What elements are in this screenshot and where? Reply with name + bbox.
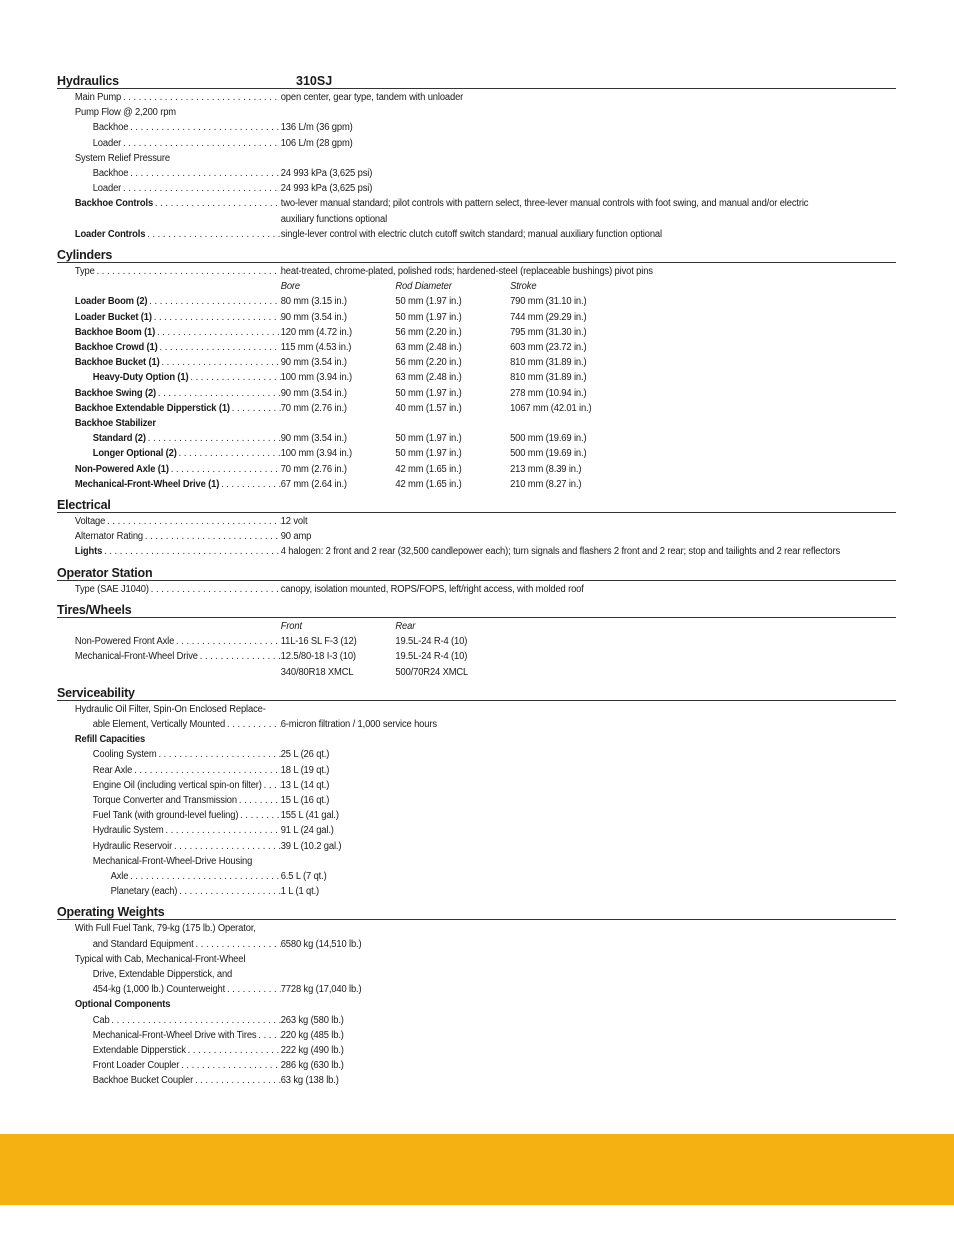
spec-value: 220 kg (485 lb.) xyxy=(280,1029,344,1041)
cylinder-row xyxy=(57,477,896,492)
spec-value: 91 L (24 gal.) xyxy=(280,825,334,837)
tires-section xyxy=(57,601,896,680)
cylinder-bore: 115 mm (4.53 in.) xyxy=(280,342,352,354)
electrical-section xyxy=(57,496,896,560)
spec-label: Voltage xyxy=(74,516,106,528)
spec-row xyxy=(57,166,896,181)
section-title: Hydraulics xyxy=(57,74,119,88)
cylinder-label: Backhoe Swing (2) xyxy=(74,387,157,399)
operator-station-header xyxy=(57,564,896,581)
spec-row xyxy=(57,997,896,1012)
spec-value: 340/80R18 XMCL xyxy=(280,666,354,678)
spec-value xyxy=(281,196,896,226)
spec-row xyxy=(57,763,896,778)
spec-label: Refill Capacities xyxy=(74,734,146,746)
spec-row xyxy=(57,869,896,884)
spec-value: 12 volt xyxy=(280,516,308,528)
spec-label: Hydraulic Oil Filter, Spin-On Enclosed Replace- xyxy=(74,703,266,715)
spec-value: 13 L (14 qt.) xyxy=(280,779,330,791)
cylinder-row xyxy=(57,401,896,416)
spec-row xyxy=(57,1058,896,1073)
spec-row xyxy=(57,544,896,559)
cylinder-stroke: 210 mm (8.27 in.) xyxy=(510,478,582,490)
weights-section xyxy=(57,903,896,1088)
spec-row xyxy=(57,732,896,747)
spec-row xyxy=(57,778,896,793)
spec-label: Torque Converter and Transmission xyxy=(92,794,237,806)
spec-row xyxy=(57,514,896,529)
spec-row xyxy=(57,227,896,242)
spec-label: Axle xyxy=(110,870,129,882)
cylinder-table xyxy=(57,294,896,492)
cylinder-stroke: 810 mm (31.89 in.) xyxy=(510,372,587,384)
model-name: 310SJ xyxy=(296,74,333,88)
cylinder-rod-diameter: 42 mm (1.65 in.) xyxy=(395,463,462,475)
cylinder-label: Backhoe Extendable Dipperstick (1) xyxy=(74,402,230,414)
spec-row xyxy=(57,921,896,936)
serviceability-section xyxy=(57,684,896,900)
spec-label: Backhoe Bucket Coupler xyxy=(92,1075,194,1087)
spec-label: Cab xyxy=(92,1014,110,1026)
spec-row xyxy=(57,839,896,854)
column-header-front: Front xyxy=(280,620,302,632)
cylinder-row xyxy=(57,462,896,477)
cylinder-stroke: 744 mm (29.29 in.) xyxy=(510,311,587,323)
spec-value: 90 amp xyxy=(280,531,312,543)
section-title: Cylinders xyxy=(57,248,113,263)
spec-label: Optional Components xyxy=(74,999,171,1011)
spec-label: Loader xyxy=(92,183,122,195)
column-header-rear: Rear xyxy=(395,620,416,632)
spec-value: 155 L (41 gal.) xyxy=(280,810,339,822)
cylinder-rod-diameter: 63 mm (2.48 in.) xyxy=(395,372,462,384)
spec-value: 25 L (26 qt.) xyxy=(280,749,330,761)
spec-label: Main Pump xyxy=(74,92,122,103)
spec-row xyxy=(57,120,896,135)
spec-label: Extendable Dipperstick xyxy=(92,1044,186,1056)
cylinder-rod-diameter: 40 mm (1.57 in.) xyxy=(395,402,462,414)
spec-value: 263 kg (580 lb.) xyxy=(280,1014,344,1026)
cylinder-stroke: 795 mm (31.30 in.) xyxy=(510,326,587,338)
spec-label: Lights xyxy=(74,546,103,558)
spec-row xyxy=(57,634,896,649)
column-header-stroke: Stroke xyxy=(510,281,537,293)
spec-label: Hydraulic Reservoir xyxy=(92,840,173,852)
spec-value: 7728 kg (17,040 lb.) xyxy=(280,984,362,996)
spec-value: 222 kg (490 lb.) xyxy=(280,1044,344,1056)
cylinder-rod-diameter: 50 mm (1.97 in.) xyxy=(395,311,462,323)
spec-value: 6-micron filtration / 1,000 service hours xyxy=(280,718,437,730)
cylinder-row xyxy=(57,370,896,385)
cylinder-bore: 100 mm (3.94 in.) xyxy=(280,372,352,384)
spec-label: Typical with Cab, Mechanical-Front-Wheel xyxy=(74,953,246,965)
spec-row xyxy=(57,854,896,869)
cylinder-rod-diameter: 50 mm (1.97 in.) xyxy=(395,296,462,308)
cylinder-stroke: 1067 mm (42.01 in.) xyxy=(510,402,592,414)
spec-label: Cooling System xyxy=(92,749,157,761)
spec-row xyxy=(57,884,896,899)
spec-label: Drive, Extendable Dipperstick, and xyxy=(92,968,233,980)
cylinder-bore: 90 mm (3.54 in.) xyxy=(280,433,347,445)
spec-value: 136 L/m (36 gpm) xyxy=(280,122,353,134)
cylinder-row xyxy=(57,325,896,340)
spec-row xyxy=(57,529,896,544)
spec-value: 12.5/80-18 I-3 (10) xyxy=(280,651,356,663)
column-headers xyxy=(57,619,896,634)
cylinder-label: Loader Bucket (1) xyxy=(74,311,152,323)
spec-row xyxy=(57,136,896,151)
cylinder-label: Backhoe Bucket (1) xyxy=(74,357,160,369)
cylinder-stroke: 278 mm (10.94 in.) xyxy=(510,387,587,399)
spec-row xyxy=(57,808,896,823)
cylinder-row xyxy=(57,294,896,309)
spec-label: Fuel Tank (with ground-level fueling) xyxy=(92,810,239,822)
spec-label: Front Loader Coupler xyxy=(92,1060,180,1072)
cylinder-label: Heavy-Duty Option (1) xyxy=(92,372,189,384)
section-title: Electrical xyxy=(57,498,111,513)
spec-value: 286 kg (630 lb.) xyxy=(280,1060,344,1072)
cylinder-rod-diameter: 42 mm (1.65 in.) xyxy=(395,478,462,490)
cylinder-label: Backhoe Stabilizer xyxy=(74,418,156,430)
cylinder-bore: 70 mm (2.76 in.) xyxy=(280,463,347,475)
spec-label: Alternator Rating xyxy=(74,531,144,543)
cylinder-bore: 70 mm (2.76 in.) xyxy=(280,402,347,414)
spec-label: Loader xyxy=(92,137,122,149)
cylinder-label: Backhoe Crowd (1) xyxy=(74,342,158,354)
section-title: Operating Weights xyxy=(57,905,165,920)
cylinder-label: Non-Powered Axle (1) xyxy=(74,463,169,475)
section-title: Serviceability xyxy=(57,685,135,700)
spec-value: 11L-16 SL F-3 (12) xyxy=(280,636,357,648)
spec-value-line: two-lever manual standard; pilot controls with pattern select, three-lever manual controls with foot swing, and manual and/or electric xyxy=(280,198,809,210)
spec-label: Engine Oil (including vertical spin-on filter) xyxy=(92,779,262,791)
section-title: Tires/Wheels xyxy=(57,602,132,617)
cylinder-rod-diameter: 63 mm (2.48 in.) xyxy=(395,342,462,354)
cylinder-stroke: 213 mm (8.39 in.) xyxy=(510,463,582,475)
serviceability-header xyxy=(57,684,896,701)
cylinder-row xyxy=(57,355,896,370)
spec-row xyxy=(57,823,896,838)
cylinder-bore: 120 mm (4.72 in.) xyxy=(280,326,352,338)
spec-row xyxy=(57,702,896,717)
spec-value-line: auxiliary functions optional xyxy=(280,213,388,225)
cylinder-row xyxy=(57,310,896,325)
cylinder-label: Backhoe Boom (1) xyxy=(74,326,156,338)
spec-value: 106 L/m (28 gpm) xyxy=(280,137,353,149)
tires-header xyxy=(57,601,896,618)
spec-row xyxy=(57,196,896,226)
cylinder-row xyxy=(57,431,896,446)
column-header-rod: Rod Diameter xyxy=(395,281,452,293)
spec-value: 19.5L-24 R-4 (10) xyxy=(395,636,468,648)
cylinder-bore: 90 mm (3.54 in.) xyxy=(280,387,347,399)
cylinder-stroke: 500 mm (19.69 in.) xyxy=(510,448,587,460)
cylinder-label: Loader Boom (2) xyxy=(74,296,148,308)
spec-row xyxy=(57,1013,896,1028)
spec-value: 15 L (16 qt.) xyxy=(280,794,330,806)
cylinder-rod-diameter: 56 mm (2.20 in.) xyxy=(395,357,462,369)
spec-label: able Element, Vertically Mounted xyxy=(92,718,226,730)
spec-value: 6.5 L (7 qt.) xyxy=(280,870,327,882)
spec-row xyxy=(57,793,896,808)
cylinder-row xyxy=(57,340,896,355)
cylinder-stroke: 790 mm (31.10 in.) xyxy=(510,296,587,308)
cylinder-label: Longer Optional (2) xyxy=(92,448,177,460)
spec-label: Type (SAE J1040) xyxy=(74,583,149,595)
spec-row xyxy=(57,1028,896,1043)
spec-label: Mechanical-Front-Wheel Drive with Tires xyxy=(92,1029,257,1041)
spec-value: 18 L (19 qt.) xyxy=(280,764,330,776)
spec-value: open center, gear type, tandem with unloader xyxy=(280,92,464,103)
cylinder-stroke: 810 mm (31.89 in.) xyxy=(510,357,587,369)
spec-value: 500/70R24 XMCL xyxy=(395,666,469,678)
spec-row xyxy=(57,937,896,952)
cylinder-label: Standard (2) xyxy=(92,433,146,445)
spec-row xyxy=(57,90,896,105)
spec-value: 39 L (10.2 gal.) xyxy=(280,840,342,852)
cylinder-label: Mechanical-Front-Wheel Drive (1) xyxy=(74,478,220,490)
spec-value: single-lever control with electric clutch cutoff switch standard; manual auxiliary function optional xyxy=(280,228,662,240)
spec-value: 24 993 kPa (3,625 psi) xyxy=(280,168,373,180)
spec-value: 63 kg (138 lb.) xyxy=(280,1075,339,1087)
cylinder-rod-diameter: 50 mm (1.97 in.) xyxy=(395,387,462,399)
cylinder-stroke: 603 mm (23.72 in.) xyxy=(510,342,587,354)
cylinder-row xyxy=(57,416,896,431)
spec-row xyxy=(57,181,896,196)
spec-label: With Full Fuel Tank, 79-kg (175 lb.) Operator, xyxy=(74,923,256,935)
spec-row xyxy=(57,747,896,762)
cylinders-header xyxy=(57,246,896,263)
spec-row xyxy=(57,582,896,597)
spec-row xyxy=(57,967,896,982)
operator-station-section xyxy=(57,564,896,597)
spec-label: and Standard Equipment xyxy=(92,938,194,950)
cylinder-rod-diameter: 50 mm (1.97 in.) xyxy=(395,433,462,445)
spec-row xyxy=(57,1073,896,1088)
spec-label: Mechanical-Front-Wheel Drive xyxy=(74,651,198,663)
spec-row xyxy=(57,952,896,967)
spec-value: 6580 kg (14,510 lb.) xyxy=(280,938,362,950)
cylinder-row xyxy=(57,386,896,401)
spec-label: Mechanical-Front-Wheel-Drive Housing xyxy=(92,855,253,867)
spec-sheet xyxy=(57,72,896,1093)
spec-label: Hydraulic System xyxy=(92,825,164,837)
hydraulics-header xyxy=(57,72,896,89)
spec-row xyxy=(57,982,896,997)
cylinders-section xyxy=(57,246,896,492)
spec-row xyxy=(57,717,896,732)
column-header-bore: Bore xyxy=(280,281,301,293)
spec-value: 24 993 kPa (3,625 psi) xyxy=(280,183,373,195)
spec-value: 19.5L-24 R-4 (10) xyxy=(395,651,468,663)
cylinder-bore: 67 mm (2.64 in.) xyxy=(280,478,347,490)
spec-label: Type xyxy=(74,266,95,278)
cylinder-bore: 100 mm (3.94 in.) xyxy=(280,448,352,460)
spec-value: heat-treated, chrome-plated, polished rods; hardened-steel (replaceable bushings) pivot pins xyxy=(280,266,653,278)
spec-label: Backhoe Controls xyxy=(74,198,154,210)
spec-label: Pump Flow @ 2,200 rpm xyxy=(74,107,177,119)
spec-row xyxy=(57,665,896,680)
spec-label: 454-kg (1,000 lb.) Counterweight xyxy=(92,984,226,996)
spec-label: Backhoe xyxy=(92,168,129,180)
hydraulics-section xyxy=(57,72,896,242)
cylinder-bore: 90 mm (3.54 in.) xyxy=(280,357,347,369)
electrical-header xyxy=(57,496,896,513)
cylinder-row xyxy=(57,446,896,461)
cylinder-stroke: 500 mm (19.69 in.) xyxy=(510,433,587,445)
weights-header xyxy=(57,903,896,920)
cylinder-rod-diameter: 50 mm (1.97 in.) xyxy=(395,448,462,460)
spec-label: Planetary (each) xyxy=(110,886,178,898)
section-title: Operator Station xyxy=(57,565,153,580)
spec-label: Non-Powered Front Axle xyxy=(74,636,175,648)
spec-value: 4 halogen: 2 front and 2 rear (32,500 candlepower each); turn signals and flashers 2 front and 2 rear; stop and tailights and 2 rear reflectors xyxy=(280,546,841,558)
spec-row xyxy=(57,649,896,664)
spec-value: canopy, isolation mounted, ROPS/FOPS, left/right access, with molded roof xyxy=(280,583,584,595)
spec-label: System Relief Pressure xyxy=(74,152,170,164)
spec-label: Loader Controls xyxy=(74,228,146,240)
spec-value: 1 L (1 qt.) xyxy=(280,886,320,898)
cylinder-rod-diameter: 56 mm (2.20 in.) xyxy=(395,326,462,338)
spec-row xyxy=(57,105,896,120)
column-headers xyxy=(57,279,896,294)
spec-label: Rear Axle xyxy=(92,764,133,776)
cylinder-bore: 80 mm (3.15 in.) xyxy=(280,296,347,308)
cylinder-bore: 90 mm (3.54 in.) xyxy=(280,311,347,323)
spec-label: Backhoe xyxy=(92,122,129,134)
spec-row xyxy=(57,264,896,279)
footer-color-bar xyxy=(0,1134,954,1205)
spec-row xyxy=(57,151,896,166)
spec-row xyxy=(57,1043,896,1058)
